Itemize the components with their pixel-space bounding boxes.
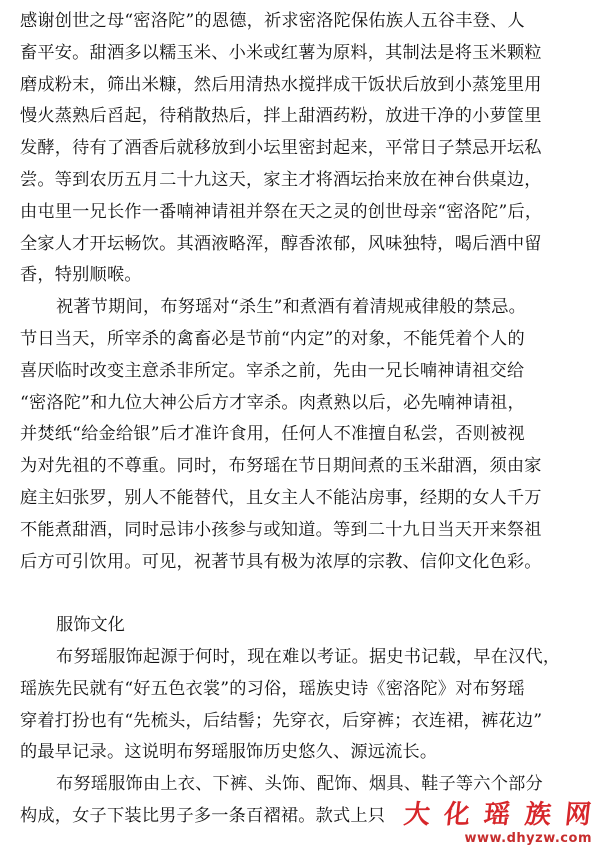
text-line: 庭主妇张罗，别人不能替代，且女主人不能沾房事，经期的女人千万 <box>20 487 542 508</box>
document-page <box>20 6 588 833</box>
text-line: 发酵，待有了酒香后就移放到小坛里密封起来，平常日子禁忌开坛私 <box>20 138 542 159</box>
paragraph-2 <box>20 292 588 578</box>
text-line: 节日当天，所宰杀的禽畜必是节前“内定”的对象，不能凭着个人的 <box>20 328 525 349</box>
text-line: “密洛陀”和九位大神公后方才宰杀。肉煮熟以后，必先喃神请祖， <box>20 392 525 413</box>
text-line: 磨成粉末，筛出米糠，然后用清热水搅拌成干饭状后放到小蒸笼里用 <box>20 74 542 95</box>
site-watermark <box>404 800 592 848</box>
text-line: 不能煮甜酒，同时忌讳小孩参与或知道。等到二十九日当天开来祭祖 <box>20 519 542 540</box>
text-line: 的最早记录。这说明布努瑶服饰历史悠久、源远流长。 <box>20 742 438 763</box>
text-line: 喜厌临时改变主意杀非所定。宰杀之前，先由一兄长喃神请祖交给 <box>20 360 525 381</box>
section-spacer <box>20 578 588 610</box>
text-line: 感谢创世之母“密洛陀”的恩德，祈求密洛陀保佑族人五谷丰登、人 <box>20 11 525 31</box>
watermark-url: www.dhyzw.com <box>464 831 592 846</box>
watermark-char: 网 <box>563 800 594 830</box>
text-line: 慢火蒸熟后舀起，待稍散热后，拌上甜酒药粉，放进干净的小萝筐里 <box>20 106 542 127</box>
watermark-char: 瑶 <box>482 800 514 830</box>
text-line: 祝著节期间，布努瑶对“杀生”和煮酒有着清规戒律般的禁忌。 <box>56 297 527 318</box>
text-line: 全家人才开坛畅饮。其酒液略浑，醇香浓郁，风味独特，喝后酒中留 <box>20 233 542 254</box>
section-title: 服饰文化 <box>56 615 125 636</box>
watermark-title <box>404 800 592 830</box>
watermark-char: 化 <box>442 800 473 830</box>
paragraph-3 <box>20 642 588 769</box>
text-line: 构成，女子下装比男子多一条百褶裙。款式上只 <box>20 805 386 826</box>
paragraph-1 <box>20 6 588 292</box>
text-line: 香，特别顺喉。 <box>20 265 142 286</box>
text-line: 布努瑶服饰起源于何时，现在难以考证。据史书记载，早在汉代， <box>56 646 561 667</box>
watermark-char: 大 <box>402 800 433 830</box>
watermark-char: 族 <box>523 800 554 830</box>
text-line: 尝。等到农历五月二十九这天，家主才将酒坛抬来放在神台供桌边， <box>20 169 542 190</box>
text-line: 瑶族先民就有“好五色衣裳”的习俗，瑶族史诗《密洛陀》对布努瑶 <box>20 678 525 699</box>
text-line: 并焚纸“给金给银”后才准许食用，任何人不准擅自私尝，否则被视 <box>20 424 525 445</box>
text-line: 畜平安。甜酒多以糯玉米、小米或红薯为原料，其制法是将玉米颗粒 <box>20 42 542 63</box>
text-line: 后方可引饮用。可见，祝著节具有极为浓厚的宗教、信仰文化色彩。 <box>20 551 542 572</box>
text-line: 由屯里一兄长作一番喃神请祖并祭在天之灵的创世母亲“密洛陀”后， <box>20 201 543 222</box>
text-line: 布努瑶服饰由上衣、下裤、头饰、配饰、烟具、鞋子等六个部分 <box>56 774 543 795</box>
text-line: 穿着打扮也有“先梳头，后结髻；先穿衣，后穿裤；衣连裙，裤花边” <box>20 710 543 731</box>
text-line: 为对先祖的不尊重。同时，布努瑶在节日期间煮的玉米甜酒，须由家 <box>20 456 542 477</box>
